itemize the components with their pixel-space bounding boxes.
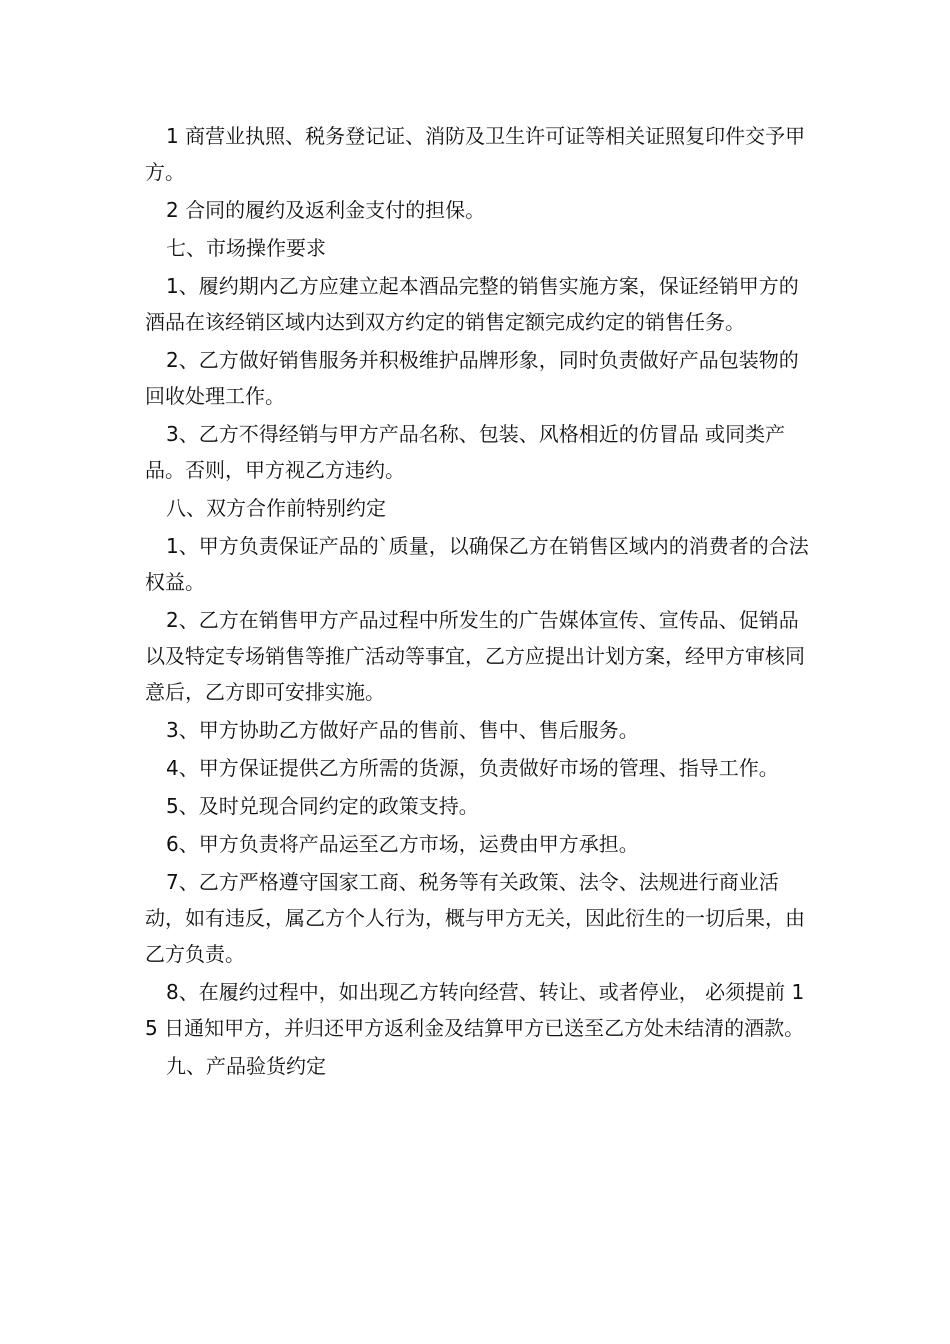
paragraph-legal-compliance: 7、乙方严格遵守国家工商、税务等有关政策、法令、法规进行商业活动，如有违反，属乙方个人行为，概与甲方无关，因此衍生的一切后果，由乙方负责。 [145,870,805,966]
paragraph-supply-guarantee: 4、甲方保证提供乙方所需的货源，负责做好市场的管理、指导工作。 [166,756,779,780]
paragraph-quality-guarantee: 1、甲方负责保证产品的`质量，以确保乙方在销售区域内的消费者的合法权益。 [145,534,809,594]
paragraph-no-counterfeit: 3、乙方不得经销与甲方产品名称、包装、风格相近的仿冒品 或同类产品。否则，甲方视乙方违约。 [145,422,786,482]
section-heading-special-agreement: 八、双方合作前特别约定 [166,496,386,520]
section-heading-inspection: 九、产品验货约定 [166,1054,326,1078]
paragraph-termination-notice: 8、在履约过程中，如出现乙方转向经营、转让、或者停业， 必须提前 15 日通知甲方，并归还甲方返利金及结算甲方已送至乙方处未结清的酒款。 [145,980,805,1040]
paragraph-shipping: 6、甲方负责将产品运至乙方市场，运费由甲方承担。 [166,832,639,856]
paragraph-license-copies: 1 商营业执照、税务登记证、消防及卫生许可证等相关证照复印件交予甲方。 [145,124,806,184]
paragraph-service-support: 3、甲方协助乙方做好产品的售前、售中、售后服务。 [166,718,639,742]
paragraph-sales-plan: 1、履约期内乙方应建立起本酒品完整的销售实施方案，保证经销甲方的酒品在该经销区域内达到双方约定的销售定额完成约定的销售任务。 [145,274,799,334]
section-heading-market-operation: 七、市场操作要求 [166,236,326,260]
paragraph-promotion-plan: 2、乙方在销售甲方产品过程中所发生的广告媒体宣传、宣传品、促销品以及特定专场销售等推广活动等事宜，乙方应提出计划方案，经甲方审核同意后，乙方即可安排实施。 [145,608,805,704]
paragraph-policy-support: 5、及时兑现合同约定的政策支持。 [166,794,479,818]
paragraph-guarantee: 2 合同的履约及返利金支付的担保。 [166,198,486,222]
paragraph-brand-service: 2、乙方做好销售服务并积极维护品牌形象，同时负责做好产品包装物的回收处理工作。 [145,348,799,408]
document-body [145,118,815,1086]
